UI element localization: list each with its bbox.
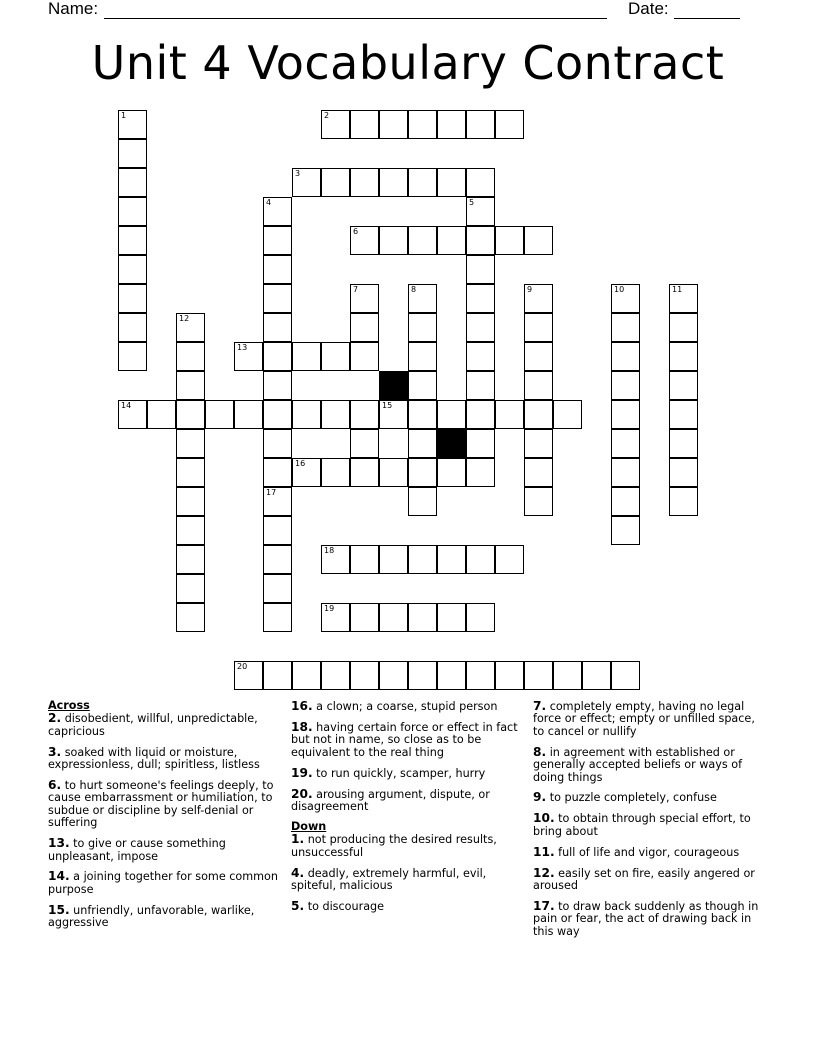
crossword-cell[interactable] bbox=[118, 197, 147, 226]
clue bbox=[533, 867, 768, 893]
clue-number: 5. bbox=[291, 898, 305, 913]
clue-number: 20. bbox=[291, 786, 313, 801]
page-title: Unit 4 Vocabulary Contract bbox=[91, 36, 725, 90]
crossword-cell[interactable] bbox=[611, 400, 640, 429]
crossword-cell[interactable] bbox=[408, 342, 437, 371]
clue-number: 9 bbox=[527, 285, 533, 294]
crossword-cell[interactable] bbox=[669, 342, 698, 371]
crossword-cell[interactable] bbox=[379, 226, 408, 255]
crossword-cell[interactable] bbox=[408, 226, 437, 255]
date-label: Date: bbox=[628, 0, 669, 18]
crossword-cell[interactable] bbox=[524, 661, 553, 690]
clue-text: to puzzle completely, confuse bbox=[549, 791, 717, 805]
clue-text: having certain force or effect in fact but not in name, so close as to be equivalent to the real thing bbox=[291, 720, 518, 759]
crossword-cell[interactable] bbox=[669, 429, 698, 458]
crossword-cell[interactable] bbox=[669, 371, 698, 400]
crossword-cell[interactable] bbox=[495, 110, 524, 139]
crossword-cell[interactable] bbox=[524, 487, 553, 516]
crossword-cell[interactable] bbox=[582, 661, 611, 690]
clue-text: disobedient, willful, unpredictable, capricious bbox=[48, 712, 258, 738]
crossword-cell[interactable] bbox=[292, 458, 321, 487]
clue-number: 2. bbox=[48, 711, 62, 726]
clue-text: full of life and vigor, courageous bbox=[558, 845, 740, 859]
crossword-cell[interactable] bbox=[176, 400, 205, 429]
crossword-cell[interactable] bbox=[611, 429, 640, 458]
crossword-cell[interactable] bbox=[466, 110, 495, 139]
clue-number: 1. bbox=[291, 832, 305, 847]
crossword-cell[interactable] bbox=[263, 313, 292, 342]
crossword-cell[interactable] bbox=[205, 400, 234, 429]
clues-column-1 bbox=[48, 700, 283, 937]
crossword-cell[interactable] bbox=[611, 487, 640, 516]
clue-number: 13. bbox=[48, 836, 70, 851]
crossword-cell[interactable] bbox=[524, 371, 553, 400]
down-clue-list bbox=[291, 833, 526, 913]
crossword-cell[interactable] bbox=[466, 400, 495, 429]
clue-number: 2 bbox=[324, 111, 330, 120]
crossword-cell[interactable] bbox=[350, 313, 379, 342]
crossword-cell[interactable] bbox=[350, 429, 379, 458]
crossword-cell[interactable] bbox=[118, 110, 147, 139]
clue-number: 8 bbox=[411, 285, 417, 294]
crossword-cell[interactable] bbox=[669, 487, 698, 516]
crossword-cell[interactable] bbox=[118, 400, 147, 429]
crossword-cell[interactable] bbox=[263, 255, 292, 284]
crossword-cell[interactable] bbox=[669, 400, 698, 429]
clue-text: to give or cause something unpleasant, impose bbox=[48, 837, 226, 863]
crossword-cell[interactable] bbox=[524, 400, 553, 429]
clues-column-3 bbox=[533, 700, 768, 946]
crossword-cell[interactable] bbox=[495, 661, 524, 690]
crossword-cell[interactable] bbox=[524, 226, 553, 255]
clue-number: 16. bbox=[291, 699, 313, 713]
clue-number: 14 bbox=[121, 401, 132, 410]
crossword-cell[interactable] bbox=[437, 226, 466, 255]
crossword-cell[interactable] bbox=[466, 429, 495, 458]
clues-column-2 bbox=[291, 700, 526, 921]
clue-number: 18. bbox=[291, 719, 313, 734]
clue-number: 6. bbox=[48, 778, 62, 793]
crossword-cell[interactable] bbox=[466, 371, 495, 400]
crossword-cell[interactable] bbox=[321, 661, 350, 690]
clue bbox=[533, 700, 768, 738]
crossword-cell[interactable] bbox=[524, 458, 553, 487]
crossword-cell[interactable] bbox=[437, 661, 466, 690]
crossword-cell[interactable] bbox=[408, 545, 437, 574]
crossword-cell[interactable] bbox=[176, 603, 205, 632]
clue-text: to discourage bbox=[307, 899, 385, 913]
clue bbox=[48, 904, 283, 930]
crossword-cell[interactable] bbox=[321, 342, 350, 371]
clue bbox=[48, 779, 283, 830]
clue bbox=[533, 846, 768, 859]
crossword-cell[interactable] bbox=[466, 603, 495, 632]
crossword-cell[interactable] bbox=[263, 516, 292, 545]
clue-text: to draw back suddenly as though in pain or fear, the act of drawing back in this way bbox=[533, 899, 759, 938]
clue-text: not producing the desired results, unsuccessful bbox=[291, 833, 497, 859]
crossword-cell[interactable] bbox=[408, 110, 437, 139]
clue-number: 3. bbox=[48, 744, 62, 759]
clue-number: 17. bbox=[533, 898, 555, 913]
clue-number: 16 bbox=[295, 459, 306, 468]
clue-text: unfriendly, unfavorable, warlike, aggressive bbox=[48, 903, 255, 930]
crossword-cell[interactable] bbox=[234, 661, 263, 690]
crossword-cell[interactable] bbox=[611, 458, 640, 487]
crossword-cell[interactable] bbox=[379, 661, 408, 690]
crossword-cell[interactable] bbox=[350, 342, 379, 371]
crossword-cell[interactable] bbox=[611, 284, 640, 313]
across-clue-list bbox=[291, 700, 526, 813]
clue-number: 7 bbox=[353, 285, 359, 294]
clue-number: 14. bbox=[48, 869, 70, 884]
clue bbox=[291, 867, 526, 893]
clue bbox=[48, 837, 283, 863]
crossword-cell[interactable] bbox=[263, 603, 292, 632]
clue-number: 10. bbox=[533, 811, 555, 826]
across-heading: Across bbox=[48, 699, 90, 712]
crossword-cell[interactable] bbox=[611, 342, 640, 371]
crossword-cell[interactable] bbox=[524, 429, 553, 458]
crossword-cell[interactable] bbox=[321, 603, 350, 632]
clue-number: 19. bbox=[291, 765, 313, 780]
crossword-cell[interactable] bbox=[350, 168, 379, 197]
crossword-cell[interactable] bbox=[611, 661, 640, 690]
clue bbox=[291, 700, 526, 713]
crossword-cell[interactable] bbox=[408, 284, 437, 313]
crossword-cell[interactable] bbox=[350, 458, 379, 487]
crossword-cell[interactable] bbox=[263, 371, 292, 400]
crossword-cell[interactable] bbox=[611, 516, 640, 545]
crossword-cell[interactable] bbox=[118, 342, 147, 371]
crossword-cell[interactable] bbox=[350, 661, 379, 690]
clue bbox=[533, 900, 768, 938]
crossword-cell[interactable] bbox=[466, 661, 495, 690]
crossword-cell[interactable] bbox=[263, 487, 292, 516]
crossword-cell[interactable] bbox=[495, 226, 524, 255]
crossword-cell[interactable] bbox=[147, 400, 176, 429]
crossword-cell[interactable] bbox=[524, 313, 553, 342]
clue-number: 12 bbox=[179, 314, 190, 323]
clue-number: 9. bbox=[533, 790, 547, 805]
crossword-cell[interactable] bbox=[466, 313, 495, 342]
clue-number: 8. bbox=[533, 744, 547, 759]
clue bbox=[291, 767, 526, 780]
crossword-cell[interactable] bbox=[437, 458, 466, 487]
crossword-cell[interactable] bbox=[321, 458, 350, 487]
clue-text: deadly, extremely harmful, evil, spiteful, malicious bbox=[291, 866, 487, 892]
clue-number: 13 bbox=[237, 343, 248, 352]
crossword-cell[interactable] bbox=[292, 168, 321, 197]
crossword-cell[interactable] bbox=[263, 400, 292, 429]
clue-number: 20 bbox=[237, 662, 248, 671]
crossword-cell[interactable] bbox=[321, 545, 350, 574]
clue-text: a clown; a coarse, stupid person bbox=[316, 700, 498, 713]
crossword-cell[interactable] bbox=[350, 110, 379, 139]
clue bbox=[291, 833, 526, 859]
crossword-cell[interactable] bbox=[379, 603, 408, 632]
crossword-cell[interactable] bbox=[669, 313, 698, 342]
crossword-cell[interactable] bbox=[118, 168, 147, 197]
crossword-cell[interactable] bbox=[263, 284, 292, 313]
down-heading: Down bbox=[291, 819, 327, 833]
clue-number: 15 bbox=[382, 401, 393, 410]
crossword-cell[interactable] bbox=[263, 661, 292, 690]
clue-text: completely empty, having no legal force or effect; empty or unfilled space, to cancel or nullify bbox=[533, 700, 755, 738]
crossword-cell[interactable] bbox=[466, 545, 495, 574]
clue-number: 5 bbox=[469, 198, 475, 207]
crossword-cell[interactable] bbox=[553, 661, 582, 690]
crossword-cell[interactable] bbox=[118, 139, 147, 168]
crossword-cell[interactable] bbox=[408, 371, 437, 400]
clue-number: 6 bbox=[353, 227, 359, 236]
crossword-cell[interactable] bbox=[350, 400, 379, 429]
crossword-cell[interactable] bbox=[176, 313, 205, 342]
crossword-cell[interactable] bbox=[408, 603, 437, 632]
crossword-cell[interactable] bbox=[408, 661, 437, 690]
clue-number: 11. bbox=[533, 844, 555, 859]
crossword-cell[interactable] bbox=[379, 545, 408, 574]
crossword-cell[interactable] bbox=[263, 429, 292, 458]
crossword-cell[interactable] bbox=[176, 574, 205, 603]
crossword-cell[interactable] bbox=[321, 110, 350, 139]
clue-number: 1 bbox=[121, 111, 127, 120]
crossword-cell[interactable] bbox=[408, 400, 437, 429]
crossword-cell[interactable] bbox=[176, 429, 205, 458]
clue bbox=[291, 788, 526, 814]
crossword-cell[interactable] bbox=[669, 284, 698, 313]
crossword-cell[interactable] bbox=[611, 313, 640, 342]
crossword-cell[interactable] bbox=[321, 168, 350, 197]
crossword-cell[interactable] bbox=[466, 255, 495, 284]
clue-number: 17 bbox=[266, 488, 277, 497]
clue-number: 7. bbox=[533, 699, 547, 713]
clue-number: 18 bbox=[324, 546, 335, 555]
crossword-cell[interactable] bbox=[176, 516, 205, 545]
crossword-cell[interactable] bbox=[437, 545, 466, 574]
crossword-cell[interactable] bbox=[524, 342, 553, 371]
clue bbox=[48, 712, 283, 738]
crossword-cell[interactable] bbox=[292, 661, 321, 690]
crossword-cell[interactable] bbox=[466, 168, 495, 197]
crossword-cell[interactable] bbox=[466, 226, 495, 255]
clue bbox=[533, 791, 768, 804]
crossword-cell[interactable] bbox=[263, 574, 292, 603]
clue-number: 4 bbox=[266, 198, 272, 207]
crossword-cell[interactable] bbox=[292, 400, 321, 429]
down-clue-list bbox=[533, 700, 768, 938]
crossword-cell[interactable] bbox=[263, 545, 292, 574]
clue-text: to run quickly, scamper, hurry bbox=[316, 766, 486, 780]
crossword-cell[interactable] bbox=[437, 168, 466, 197]
clue bbox=[48, 746, 283, 772]
crossword-cell[interactable] bbox=[263, 342, 292, 371]
crossword-cell[interactable] bbox=[350, 603, 379, 632]
clue-text: easily set on fire, easily angered or aroused bbox=[533, 866, 755, 892]
crossword-cell[interactable] bbox=[437, 400, 466, 429]
crossword-cell[interactable] bbox=[437, 110, 466, 139]
crossword-cell[interactable] bbox=[466, 284, 495, 313]
clue bbox=[291, 721, 526, 759]
crossword-cell[interactable] bbox=[350, 226, 379, 255]
crossword-cell[interactable] bbox=[379, 168, 408, 197]
crossword-cell[interactable] bbox=[263, 197, 292, 226]
crossword-cell[interactable] bbox=[234, 400, 263, 429]
crossword-cell[interactable] bbox=[263, 226, 292, 255]
clue-text: a joining together for some common purpose bbox=[48, 870, 278, 896]
crossword-cell[interactable] bbox=[495, 545, 524, 574]
crossword-cell[interactable] bbox=[611, 371, 640, 400]
crossword-cell[interactable] bbox=[408, 458, 437, 487]
crossword-cell[interactable] bbox=[118, 284, 147, 313]
clue-text: to obtain through special effort, to bring about bbox=[533, 812, 751, 838]
crossword-cell[interactable] bbox=[118, 226, 147, 255]
crossword-cell[interactable] bbox=[466, 197, 495, 226]
crossword-cell[interactable] bbox=[408, 487, 437, 516]
clue-number: 10 bbox=[614, 285, 625, 294]
crossword-cell[interactable] bbox=[263, 458, 292, 487]
crossword-cell[interactable] bbox=[321, 400, 350, 429]
crossword-cell[interactable] bbox=[466, 342, 495, 371]
crossword-cell[interactable] bbox=[176, 487, 205, 516]
crossword-cell[interactable] bbox=[176, 545, 205, 574]
crossword-cell[interactable] bbox=[379, 110, 408, 139]
crossword-cell[interactable] bbox=[350, 545, 379, 574]
crossword-cell[interactable] bbox=[495, 400, 524, 429]
clue-number: 3 bbox=[295, 169, 301, 178]
clue-number: 11 bbox=[672, 285, 683, 294]
crossword-cell[interactable] bbox=[176, 371, 205, 400]
clue bbox=[533, 746, 768, 784]
clue bbox=[48, 870, 283, 896]
clue-number: 12. bbox=[533, 865, 555, 880]
crossword-cell[interactable] bbox=[553, 400, 582, 429]
crossword-cell[interactable] bbox=[118, 313, 147, 342]
clue bbox=[533, 812, 768, 838]
black-cell bbox=[437, 429, 466, 458]
crossword-cell[interactable] bbox=[408, 429, 437, 458]
crossword-cell[interactable] bbox=[379, 400, 408, 429]
clue-text: to hurt someone's feelings deeply, to cause embarrassment or humiliation, to subdue or discipline by self-denial or suffering bbox=[48, 779, 274, 830]
crossword-cell[interactable] bbox=[669, 458, 698, 487]
name-label: Name: bbox=[48, 0, 99, 18]
crossword-cell[interactable] bbox=[524, 284, 553, 313]
crossword-cell[interactable] bbox=[408, 313, 437, 342]
crossword-cell[interactable] bbox=[234, 342, 263, 371]
clue-number: 4. bbox=[291, 865, 305, 880]
clue-text: soaked with liquid or moisture, expressionless, dull; spiritless, listless bbox=[48, 745, 260, 772]
crossword-cell[interactable] bbox=[292, 342, 321, 371]
clue-text: in agreement with established or generally accepted beliefs or ways of doing things bbox=[533, 745, 743, 784]
crossword-cell[interactable] bbox=[437, 603, 466, 632]
clue bbox=[291, 900, 526, 913]
crossword-cell[interactable] bbox=[176, 458, 205, 487]
clue-number: 15. bbox=[48, 902, 70, 917]
black-cell bbox=[379, 371, 408, 400]
clue-number: 19 bbox=[324, 604, 335, 613]
clue-text: arousing argument, dispute, or disagreement bbox=[291, 787, 490, 813]
crossword-cell[interactable] bbox=[466, 458, 495, 487]
crossword-cell[interactable] bbox=[176, 342, 205, 371]
crossword-cell[interactable] bbox=[350, 284, 379, 313]
across-clue-list bbox=[48, 712, 283, 929]
crossword-cell[interactable] bbox=[408, 168, 437, 197]
crossword-cell[interactable] bbox=[379, 458, 408, 487]
crossword-cell[interactable] bbox=[118, 255, 147, 284]
